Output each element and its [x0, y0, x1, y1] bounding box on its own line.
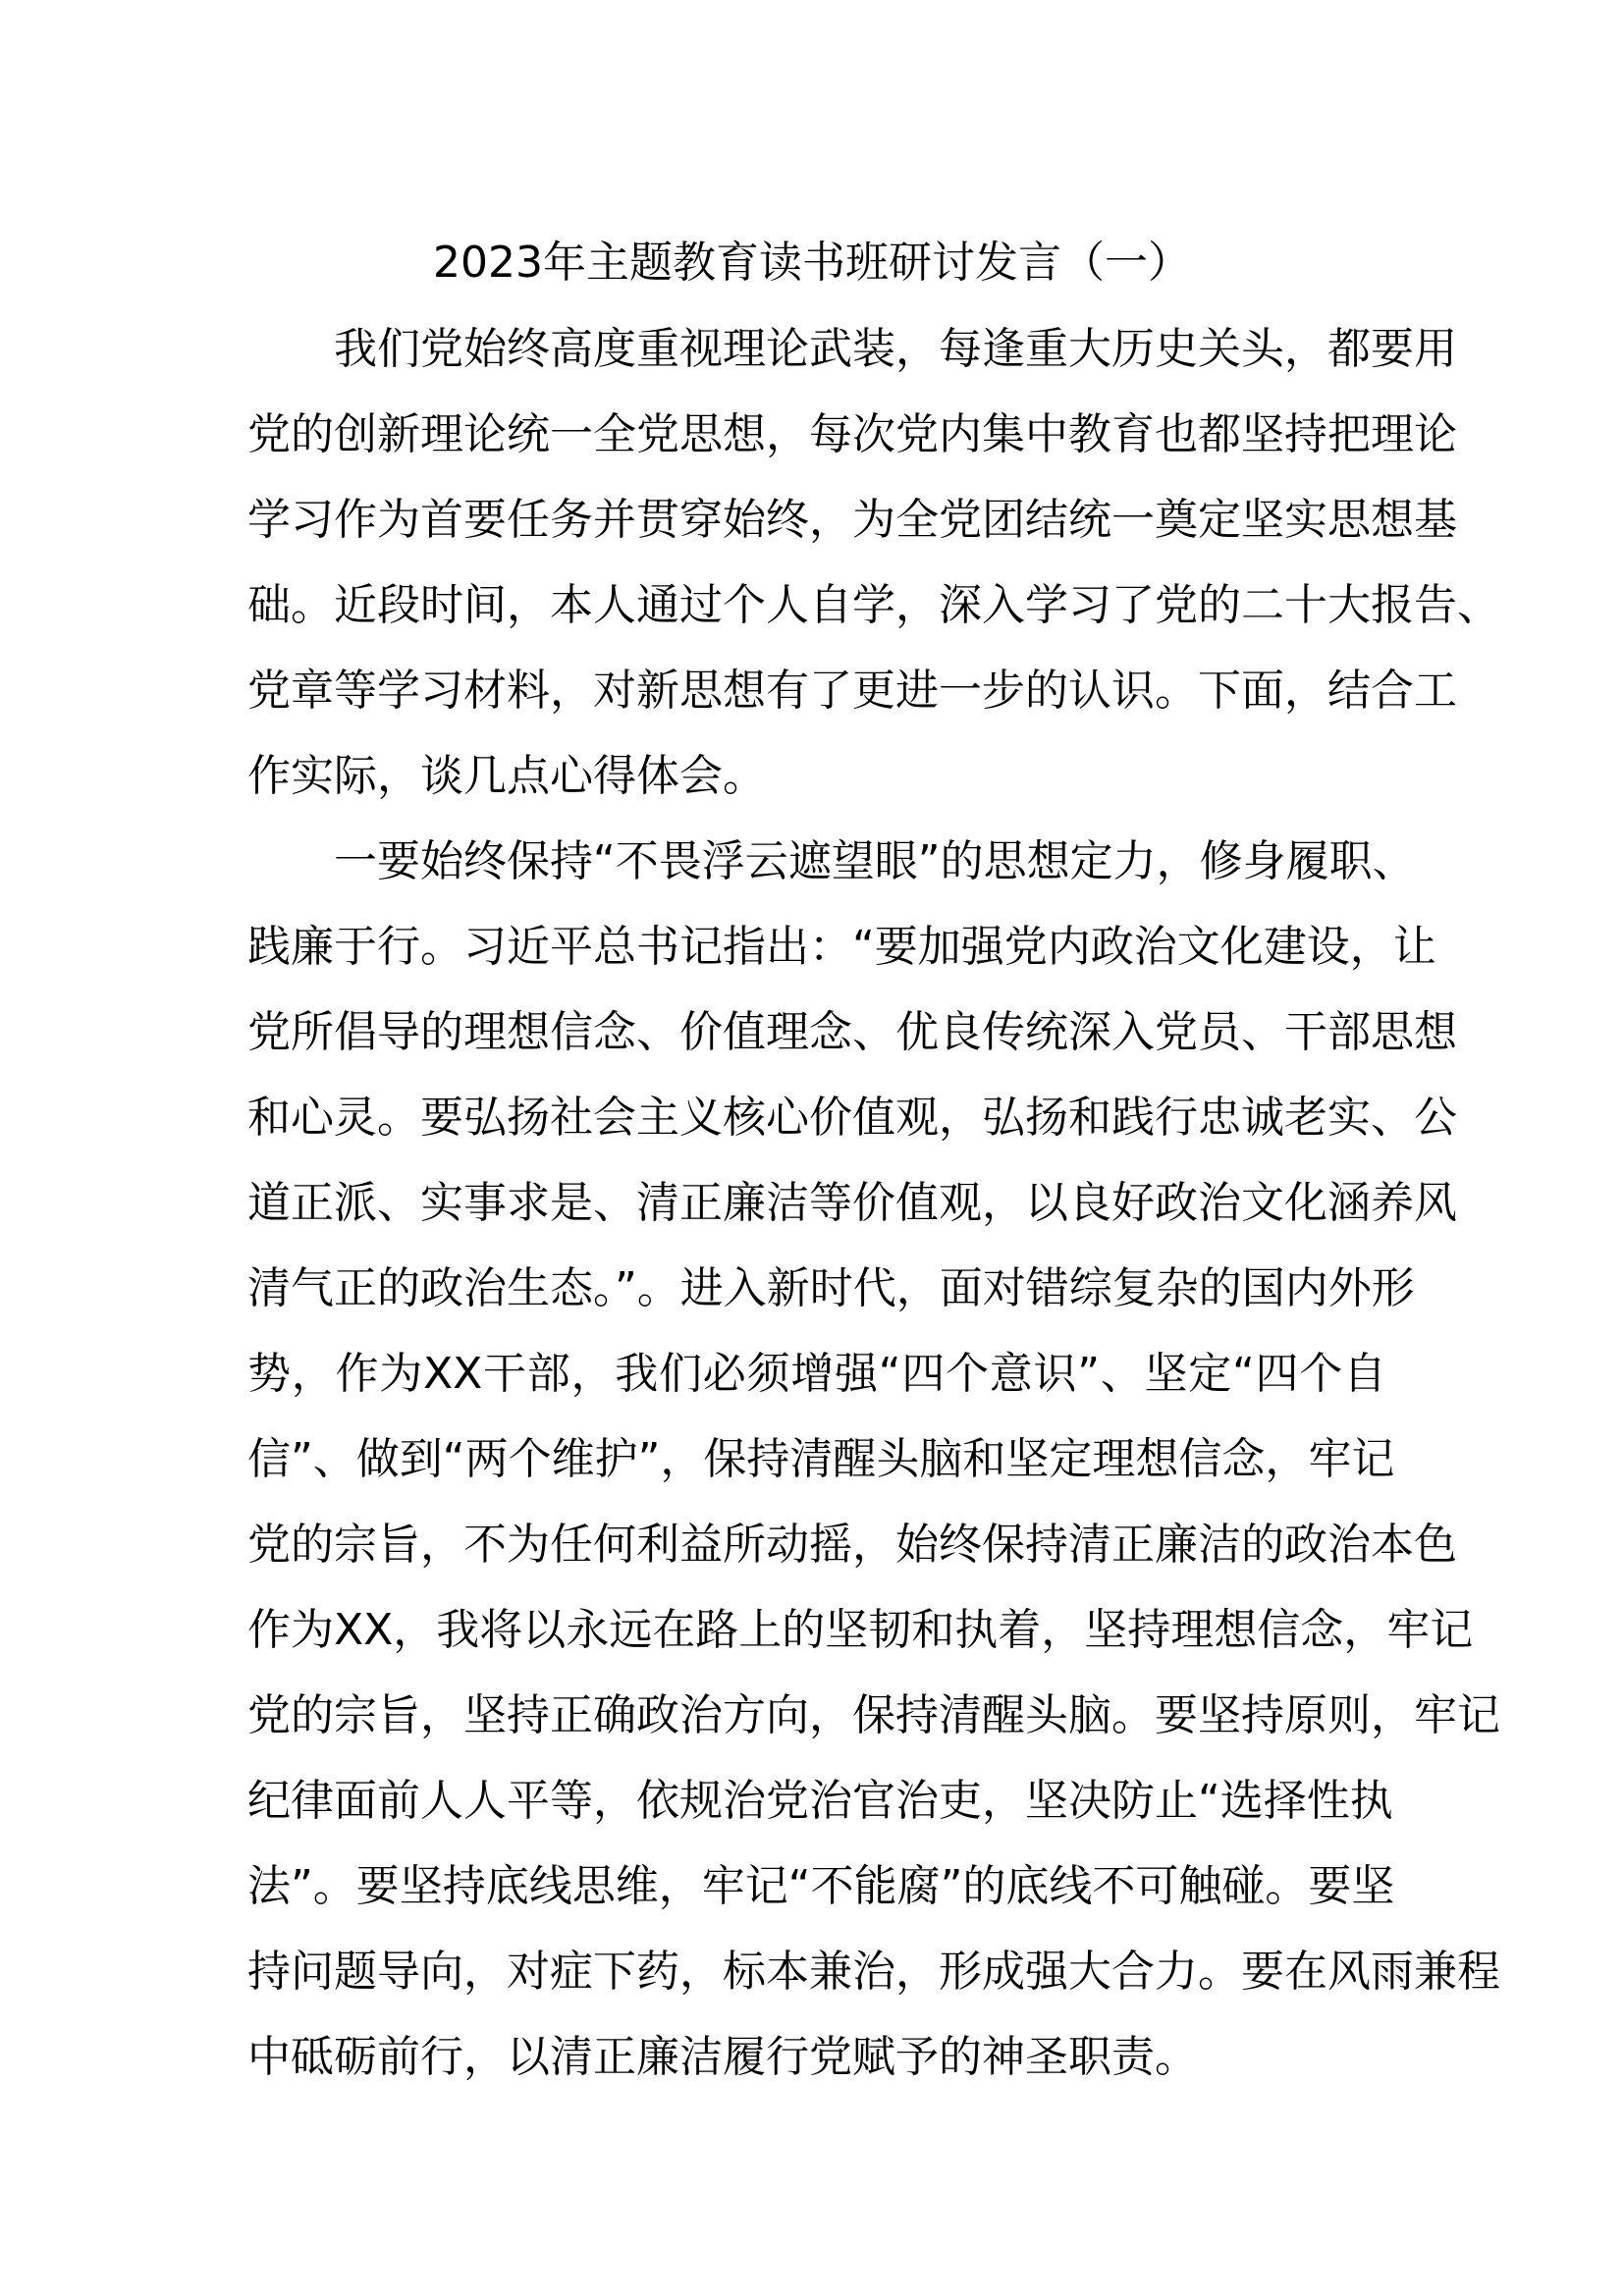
text-line: 纪律面前人人平等，依规治党治官治吏，坚决防止“选择性执: [247, 1776, 1393, 1826]
text-line: 党的宗旨，不为任何利益所动摇，始终保持清正廉洁的政治本色: [247, 1520, 1457, 1570]
text-line: 学习作为首要任务并贯穿始终，为全党团结统一奠定坚实思想基: [247, 495, 1457, 545]
document-body: [247, 306, 1500, 2100]
text-line: 践廉于行。习近平总书记指出：“要加强党内政治文化建设，让: [247, 922, 1436, 972]
text-line: 中砥砺前行，以清正廉洁履行党赋予的神圣职责。: [247, 2032, 1198, 2082]
paragraph-2: [247, 819, 1500, 2100]
text-line: 党的创新理论统一全党思想，每次党内集中教育也都坚持把理论: [247, 409, 1457, 459]
text-line: 和心灵。要弘扬社会主义核心价值观，弘扬和践行忠诚老实、公: [247, 1093, 1457, 1143]
text-line: 作为XX，我将以永远在路上的坚韧和执着，坚持理想信念，牢记: [247, 1605, 1474, 1655]
text-line: 础。近段时间，本人通过个人自学，深入学习了党的二十大报告、: [247, 580, 1500, 630]
text-line: 作实际，谈几点心得体会。: [247, 751, 766, 801]
document-title: 2023年主题教育读书班研讨发言（一）: [433, 238, 1191, 288]
text-line: 党章等学习材料，对新思想有了更进一步的认识。下面，结合工: [247, 666, 1457, 716]
text-line: 清气正的政治生态。”。进入新时代，面对错综复杂的国内外形: [247, 1263, 1415, 1313]
text-line: 信”、做到“两个维护”，保持清醒头脑和坚定理想信念，牢记: [247, 1434, 1395, 1484]
text-line: 党所倡导的理想信念、价值理念、优良传统深入党员、干部思想: [247, 1007, 1457, 1057]
text-line: 党的宗旨，坚持正确政治方向，保持清醒头脑。要坚持原则，牢记: [247, 1690, 1500, 1740]
text-line: 势，作为XX干部，我们必须增强“四个意识”、坚定“四个自: [247, 1349, 1386, 1399]
text-line: 我们党始终高度重视理论武装，每逢重大历史关头，都要用: [334, 324, 1457, 374]
paragraph-1: [247, 306, 1500, 819]
text-line: 一要始终保持“不畏浮云遮望眼”的思想定力，修身履职、: [334, 836, 1416, 886]
text-line: 道正派、实事求是、清正廉洁等价值观，以良好政治文化涵养风: [247, 1178, 1457, 1228]
text-line: 持问题导向，对症下药，标本兼治，形成强大合力。要在风雨兼程: [247, 1947, 1500, 1997]
text-line: 法”。要坚持底线思维，牢记“不能腐”的底线不可触碰。要坚: [247, 1861, 1395, 1911]
